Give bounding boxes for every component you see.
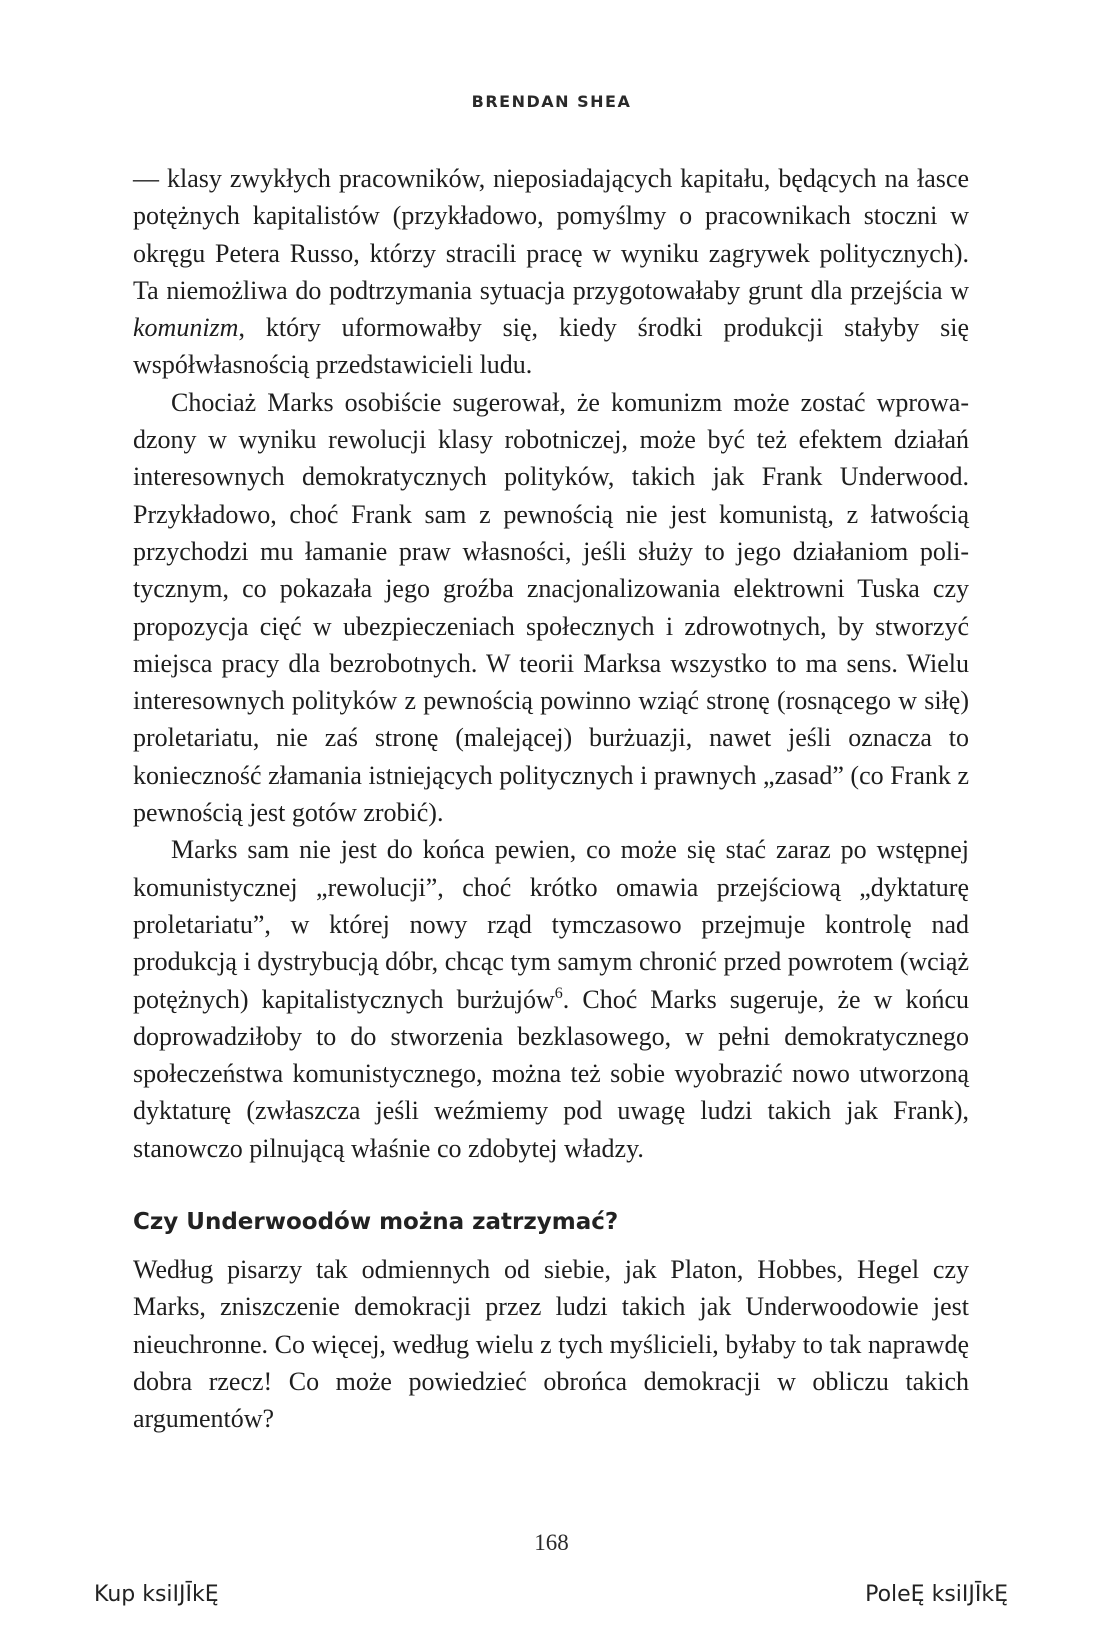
section-body-text — [133, 1251, 969, 1437]
paragraph-3-end: . Choć Marks sugeruje, że w końcu doprowadziłoby to do stworzenia bezklasowego, w pełni demokratycznego społeczeństwa komunistycznego, można też sobie wyobrazić nowo utworzoną dyktaturę (zwłaszcza jeśli weźmiemy pod uwagę ludzi takich jak Frank), stanowczo pilnującą właśnie co zdobytej władzy. — [133, 984, 969, 1163]
running-head: BRENDAN SHEA — [471, 92, 632, 111]
paragraph-2: Chociaż Marks osobiście sugerował, że komunizm może zostać wprowadzony w wyniku rewolucji klasy robotniczej, może być też efektem działań interesownych demokratycznych polityków, takich jak Frank Underwood. Przykładowo, choć Frank sam z pewnością nie jest komunistą, z łatwością przychodzi mu łamanie praw własności, jeśli służy to jego działaniom politycznym, co pokazała jego groźba znacjonalizowania elektrowni Tuska czy propozycja cięć w ubezpieczeniach społecznych i zdrowotnych, by stworzyć miejsca pracy dla bezrobotnych. W teorii Marksa wszystko to ma sens. Wielu interesownych polityków z pewnością powinno wziąć stronę (rosnącego w siłę) proletariatu, nie zaś stronę (malejącej) burżuazji, nawet jeśli oznacza to konieczność złamania istniejących politycznych i prawnych „zasad” (co Frank z pewnością jest gotów zrobić). — [133, 387, 969, 828]
paragraph-3-text: Marks sam nie jest do końca pewien, co może się stać zaraz po wstępnej komunistycznej „rewolucji”, choć krótko omawia przejściową „dyktaturę proletariatu”, w której nowy rząd tymczasowo przejmuje kontrolę nad produkcją i dystrybucją dóbr, chcąc tym samym chronić przed powrotem (wciąż potężnych) kapitalistycznych burżujów — [133, 835, 969, 1014]
section-paragraph-1: Według pisarzy tak odmiennych od siebie, jak Platon, Hobbes, Hegel czy Marks, zniszczenie demokracji przez ludzi takich jak Underwoodowie jest nieuchronne. Co więcej, według wielu z tych myślicieli, byłaby to tak naprawdę dobra rzecz! Co może powiedzieć obrońca demokracji w obliczu takich argumentów? — [133, 1255, 969, 1434]
page-number: 168 — [534, 1530, 569, 1555]
recommend-book-link[interactable]: PoleĘ ksiĲĪkĘ — [865, 1582, 1008, 1607]
paragraph-1-italic: komunizm — [133, 313, 239, 343]
paragraph-1-end: , który uformowałby się, kiedy środki produkcji stałyby się współwłasnością przedstawicieli ludu. — [133, 313, 969, 380]
paragraph-1 — [133, 160, 969, 384]
paragraph-1-text: — klasy zwykłych pracowników, nieposiadających kapitału, będących na łasce potężnych kapitalistów (przykładowo, pomyślmy o pracownikach stoczni w okręgu Petera Russo, którzy stracili pracę w wyniku zagrywek politycznych). Ta niemożliwa do podtrzymania sytuacja przygotowałaby grunt dla przejścia w — [133, 164, 969, 305]
body-text — [133, 160, 969, 1167]
paragraph-3 — [133, 831, 969, 1167]
footnote-marker[interactable]: 6 — [554, 984, 563, 1002]
section-heading: Czy Underwoodów można zatrzymać? — [133, 1209, 619, 1235]
buy-book-link[interactable]: Kup ksiĲĪkĘ — [94, 1582, 219, 1607]
